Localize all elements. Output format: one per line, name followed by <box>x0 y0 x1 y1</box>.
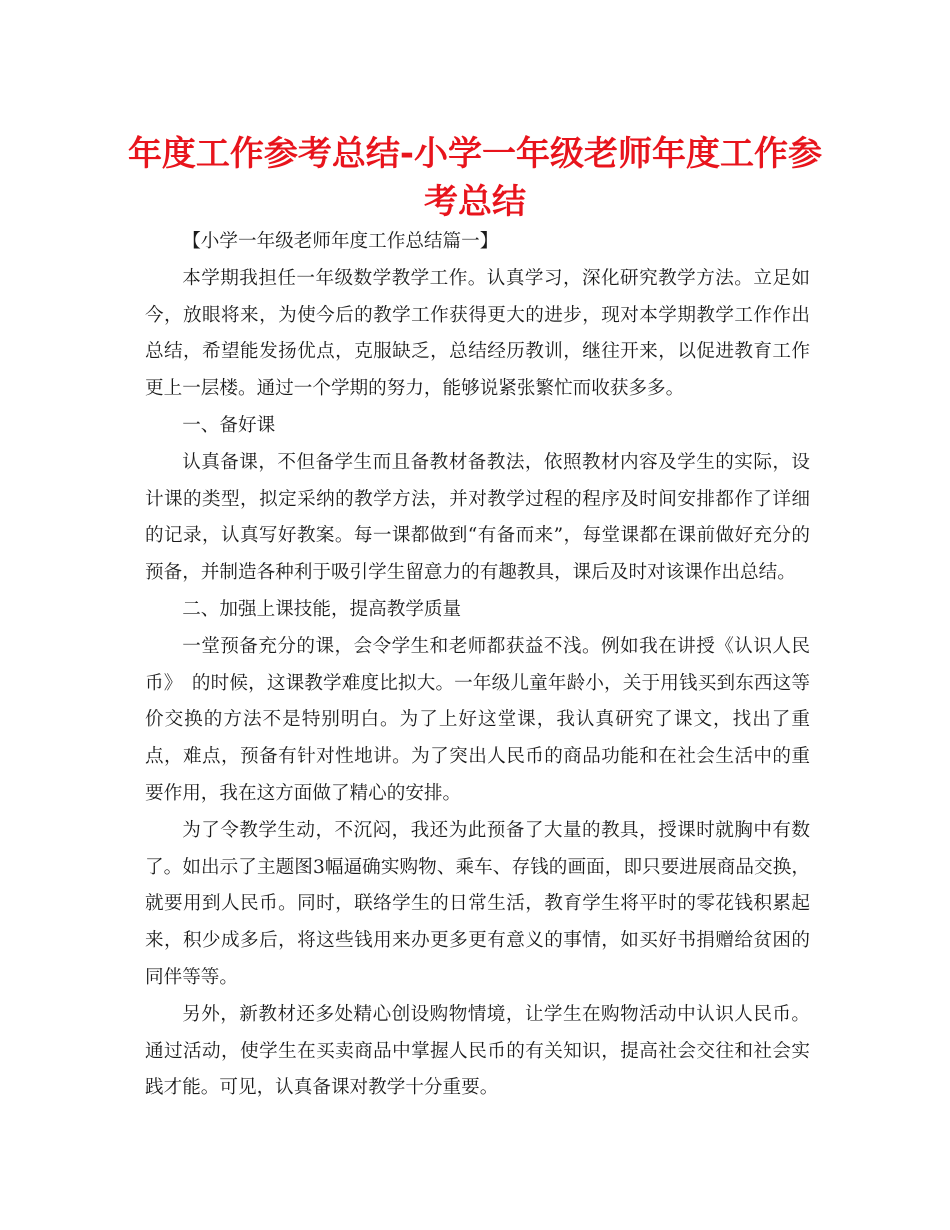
paragraph-intro: 本学期我担任一年级数学教学工作。认真学习，深化研究教学方法。立足如今，放眼将来，为使今后的教学工作获得更大的进步，现对本学期教学工作作出总结，希望能发扬优点，克服缺乏，总结经历教训，继往开来，以促进教育工作更上一层楼。通过一个学期的努力，能够说紧张繁忙而收获多多。 <box>145 267 810 400</box>
section-heading-prepare-lessons: 一、备好课 <box>182 414 276 436</box>
paragraph-teaching-aids: 为了令教学生动，不沉闷，我还为此预备了大量的教具，授课时就胸中有数了。如出示了主题图3幅逼确实购物、乘车、存钱的画面，即只要进展商品交换，就要用到人民币。同时，联络学生的日常生活，教育学生将平时的零花钱积累起来，积少成多后，将这些钱用来办更多更有意义的事情，如买好书捐赠给贫困的同伴等等。 <box>145 819 810 988</box>
paragraph-shopping-context: 另外，新教材还多处精心创设购物情境，让学生在购物活动中认识人民币。通过活动，使学生在买卖商品中掌握人民币的有关知识，提高社会交往和社会实践才能。可见，认真备课对教学十分重要。 <box>145 1003 810 1099</box>
paragraph-rmb-lesson: 一堂预备充分的课，会令学生和老师都获益不浅。例如我在讲授《认识人民币》 的时候，这课教学难度比拟大。一年级儿童年龄小，关于用钱买到东西这等价交换的方法不是特别明白。为了上好这堂课，我认真研究了课文，找出了重点，难点，预备有针对性地讲。为了突出人民币的商品功能和在社会生活中的重要作用，我在这方面做了精心的安排。 <box>145 635 810 804</box>
paragraph-prepare-lessons: 认真备课，不但备学生而且备教材备教法，依照教材内容及学生的实际，设计课的类型，拟定采纳的教学方法，并对教学过程的程序及时间安排都作了详细的记录，认真写好教案。每一课都做到“有备而来”，每堂课都在课前做好充分的预备，并制造各种利于吸引学生留意力的有趣教具，课后及时对该课作出总结。 <box>145 451 810 584</box>
section-heading-part-one: 【小学一年级老师年度工作总结篇一】 <box>182 231 499 252</box>
document-title: 年度工作参考总结-小学一年级老师年度工作参考总结 <box>127 134 823 222</box>
document-body <box>145 224 810 1107</box>
section-heading-teaching-skills: 二、加强上课技能，提高教学质量 <box>182 598 462 620</box>
